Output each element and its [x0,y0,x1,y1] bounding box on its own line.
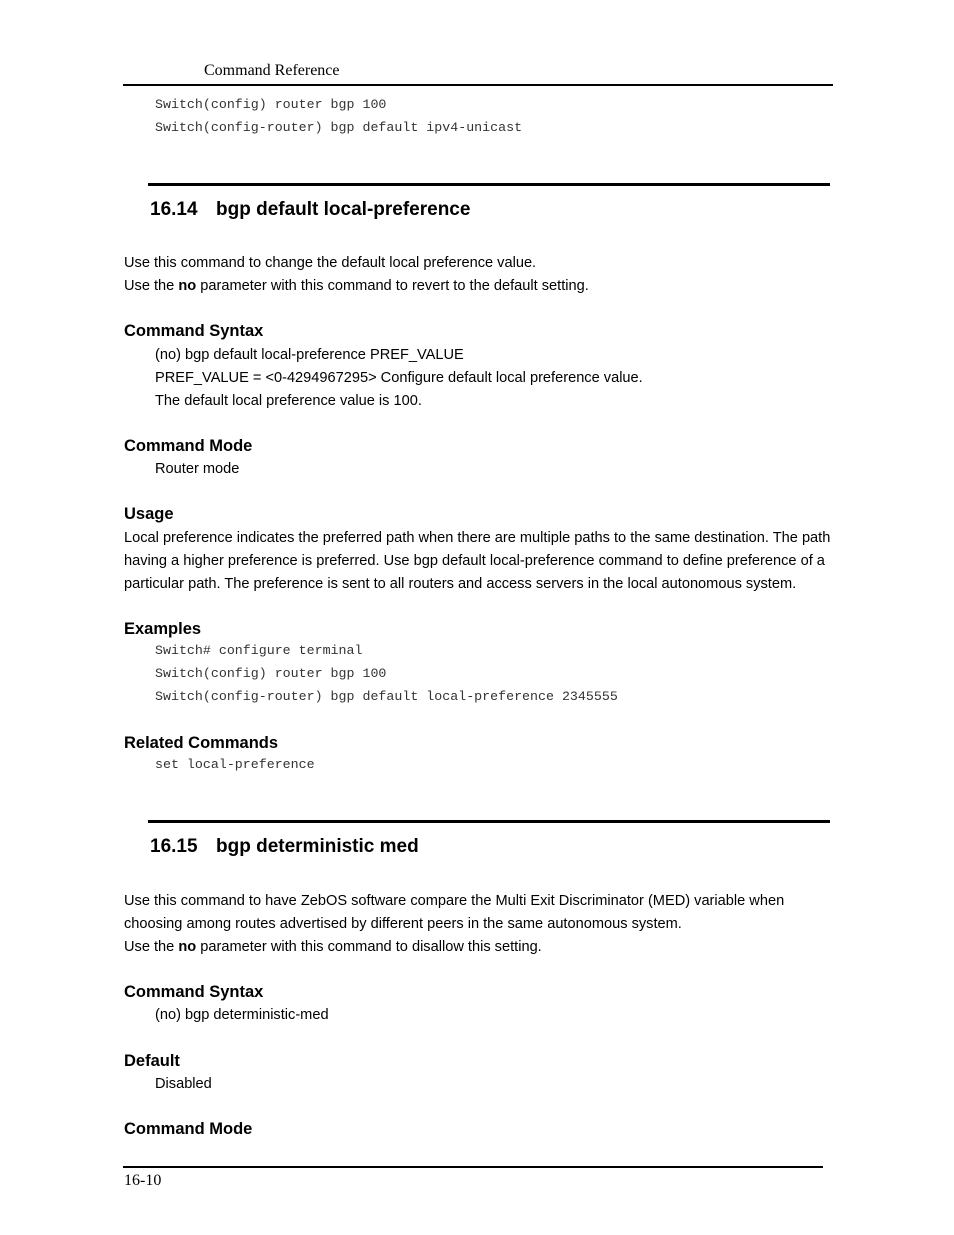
code-line: Switch(config-router) bgp default ipv4-unicast [155,120,523,135]
intro-line [124,275,589,298]
section-title: bgp default local-preference [216,199,471,220]
subheading-command-syntax: Command Syntax [124,983,264,1001]
section-number: 16.14 [150,199,198,220]
related-command: set local-preference [155,757,315,772]
usage-line: having a higher preference is preferred. Use bgp default local-preference command to define preference of a [124,553,825,569]
intro-line: Use this command to change the default local preference value. [124,255,537,271]
header-rule [123,84,833,86]
intro-text: parameter with this command to revert to the default setting. [196,278,589,294]
code-line: Switch# configure terminal [155,643,363,658]
page-number: 16-10 [124,1172,162,1189]
syntax-line: The default local preference value is 100. [155,393,422,409]
subheading-command-mode: Command Mode [124,1120,253,1138]
intro-line: choosing among routes advertised by different peers in the same autonomous system. [124,916,682,932]
code-line: Switch(config) router bgp 100 [155,666,387,681]
intro-text: Use the [124,278,179,294]
code-line: Switch(config) router bgp 100 [155,97,387,112]
intro-text: Use the [124,939,179,955]
syntax-line: (no) bgp default local-preference PREF_VALUE [155,347,464,363]
subheading-usage: Usage [124,505,174,523]
syntax-line: PREF_VALUE = <0-4294967295> Configure default local preference value. [155,370,643,386]
section-rule [148,183,830,186]
intro-text: parameter with this command to disallow this setting. [196,939,542,955]
usage-line: particular path. The preference is sent to all routers and access servers in the local autonomous system. [124,576,797,592]
subheading-examples: Examples [124,620,202,638]
section-rule [148,820,830,823]
footer-rule [123,1166,823,1168]
subheading-related-commands: Related Commands [124,734,279,752]
subheading-command-mode: Command Mode [124,437,253,455]
usage-line: Local preference indicates the preferred path when there are multiple paths to the same destination. The path [124,530,831,546]
running-header: Command Reference [204,62,340,79]
intro-keyword: no [178,939,197,955]
intro-line: Use this command to have ZebOS software compare the Multi Exit Discriminator (MED) variable when [124,893,785,909]
section-title: bgp deterministic med [216,836,419,857]
mode-text: Router mode [155,461,240,477]
syntax-line: (no) bgp deterministic-med [155,1007,329,1023]
subheading-default: Default [124,1052,180,1070]
code-line: Switch(config-router) bgp default local-preference 2345555 [155,689,618,704]
intro-line [124,936,542,959]
subheading-command-syntax: Command Syntax [124,322,264,340]
section-number: 16.15 [150,836,198,857]
intro-keyword: no [178,278,197,294]
default-text: Disabled [155,1076,212,1092]
